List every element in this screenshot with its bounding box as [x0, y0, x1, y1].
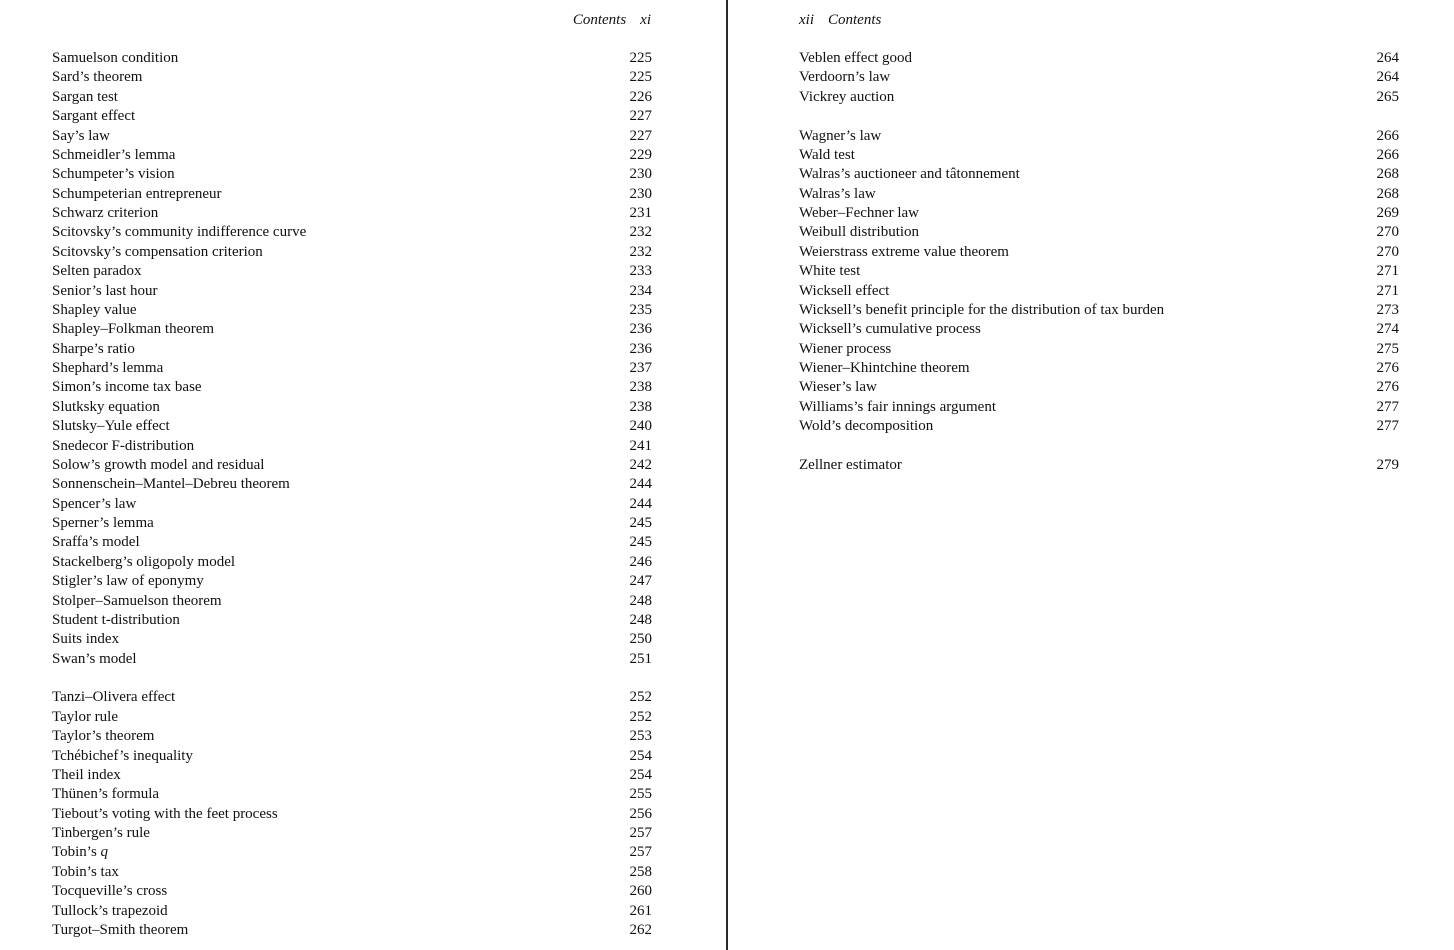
left-toc-list [52, 49, 652, 940]
toc-entry [52, 320, 652, 339]
toc-entry [52, 88, 652, 107]
entry-page-number: 270 [1376, 224, 1399, 241]
entry-title: White test [799, 263, 861, 280]
entry-title: Senior’s last hour [52, 282, 158, 299]
toc-entry [52, 127, 652, 146]
toc-entry [52, 514, 652, 533]
toc-entry [799, 243, 1399, 262]
right-page [728, 0, 1454, 950]
entry-page-number: 276 [1376, 360, 1399, 376]
entry-page-number: 279 [1376, 456, 1399, 473]
entry-page-number: 248 [629, 592, 652, 609]
toc-entry [799, 185, 1399, 204]
toc-entry [799, 165, 1399, 184]
entry-page-number: 244 [629, 495, 652, 512]
toc-entry [799, 68, 1399, 87]
toc-entry [52, 49, 652, 68]
toc-entry [52, 475, 652, 494]
entry-page-number: 232 [629, 243, 652, 260]
entry-title: Veblen effect good [799, 50, 913, 66]
entry-title: Stolper–Samuelson theorem [52, 592, 222, 609]
entry-title: Stackelberg’s oligopoly model [52, 553, 236, 570]
entry-title: Scitovsky’s community indifference curve [52, 224, 307, 241]
entry-page-number: 226 [629, 88, 652, 105]
left-running-head [573, 12, 651, 29]
entry-page-number: 264 [1376, 50, 1399, 66]
toc-entry [52, 301, 652, 320]
toc-entry [52, 630, 652, 649]
entry-title: Tiebout’s voting with the feet process [52, 805, 278, 822]
toc-entry [799, 88, 1399, 107]
toc-entry [52, 921, 652, 940]
entry-page-number: 268 [1376, 185, 1399, 202]
entry-page-number: 255 [629, 786, 652, 803]
entry-page-number: 229 [629, 146, 652, 163]
toc-entry [799, 417, 1399, 436]
toc-entry [52, 572, 652, 591]
toc-entry [52, 165, 652, 184]
toc-entry [52, 708, 652, 727]
toc-entry [52, 824, 652, 843]
entry-page-number: 254 [629, 766, 652, 783]
entry-page-number: 225 [629, 50, 652, 66]
entry-page-number: 271 [1376, 282, 1399, 299]
toc-entry [52, 650, 652, 669]
entry-page-number: 265 [1376, 88, 1399, 105]
toc-entry [52, 262, 652, 281]
entry-title: Sonnenschein–Mantel–Debreu theorem [52, 476, 290, 493]
toc-entry [799, 320, 1399, 339]
toc-entry [52, 68, 652, 87]
entry-page-number: 261 [629, 902, 652, 919]
entry-page-number: 242 [629, 456, 652, 473]
entry-title: Wagner’s law [799, 127, 882, 144]
entry-page-number: 262 [629, 921, 652, 938]
entry-page-number: 230 [629, 166, 652, 183]
entry-title: Wicksell effect [799, 282, 890, 299]
entry-title: Selten paradox [52, 263, 142, 280]
entry-page-number: 257 [629, 825, 652, 841]
entry-page-number: 227 [629, 127, 652, 144]
entry-page-number: 270 [1376, 243, 1399, 260]
entry-title: Wold’s decomposition [799, 418, 934, 435]
toc-entry [799, 223, 1399, 242]
toc-entry [52, 727, 652, 746]
toc-entry [52, 592, 652, 611]
entry-title: Wald test [799, 146, 855, 163]
toc-entry [799, 262, 1399, 281]
left-page [0, 0, 726, 950]
toc-entry [52, 359, 652, 378]
entry-page-number: 275 [1376, 340, 1399, 357]
entry-title: Tanzi–Olivera effect [52, 689, 176, 706]
toc-entry [52, 204, 652, 223]
entry-title-italic: q [100, 844, 109, 861]
toc-entry [52, 902, 652, 921]
entry-page-number: 231 [629, 205, 652, 221]
entry-page-number: 225 [629, 69, 652, 86]
entry-title: Wiener process [799, 340, 892, 357]
entry-page-number: 251 [629, 650, 652, 667]
entry-page-number: 245 [629, 515, 652, 531]
entry-title: Sargant effect [52, 108, 136, 125]
toc-entry [52, 766, 652, 785]
entry-title: Slutsky–Yule effect [52, 418, 170, 435]
entry-page-number: 236 [629, 340, 652, 357]
entry-title: Tocqueville’s cross [52, 883, 168, 900]
entry-page-number: 250 [629, 631, 652, 648]
entry-page-number: 227 [629, 108, 652, 125]
toc-section-gap [799, 437, 1399, 456]
toc-entry [52, 843, 652, 862]
toc-entry [52, 785, 652, 804]
entry-title: Sperner’s lemma [52, 515, 154, 531]
entry-title: Student t-distribution [52, 611, 180, 628]
toc-entry [799, 398, 1399, 417]
entry-title: Scitovsky’s compensation criterion [52, 243, 263, 260]
toc-entry [52, 398, 652, 417]
toc-entry [799, 146, 1399, 165]
toc-entry [52, 223, 652, 242]
entry-page-number: 233 [629, 263, 652, 280]
toc-entry [799, 359, 1399, 378]
entry-page-number: 238 [629, 379, 652, 396]
entry-title: Walras’s law [799, 185, 876, 202]
entry-page-number: 234 [629, 282, 652, 299]
right-toc-list [799, 49, 1399, 475]
toc-entry [52, 863, 652, 882]
toc-entry [52, 282, 652, 301]
entry-title: Shapley value [52, 301, 137, 318]
toc-entry [52, 611, 652, 630]
entry-title: Tobin’s [52, 844, 97, 861]
entry-title: Solow’s growth model and residual [52, 456, 265, 473]
entry-title: Schwarz criterion [52, 205, 159, 221]
entry-title: Taylor’s theorem [52, 728, 155, 745]
entry-title: Thünen’s formula [52, 786, 160, 803]
toc-entry [52, 553, 652, 572]
entry-title: Weibull distribution [799, 224, 920, 241]
entry-page-number: 256 [629, 805, 652, 822]
entry-title: Shapley–Folkman theorem [52, 321, 215, 338]
entry-title: Wiener–Khintchine theorem [799, 360, 970, 376]
entry-page-number: 238 [629, 398, 652, 415]
entry-title: Tullock’s trapezoid [52, 902, 168, 919]
entry-page-number: 246 [629, 553, 652, 570]
toc-entry [52, 107, 652, 126]
entry-title: Weber–Fechner law [799, 205, 919, 221]
toc-entry [52, 185, 652, 204]
toc-entry [52, 495, 652, 514]
entry-title: Williams’s fair innings argument [799, 398, 997, 415]
entry-page-number: 252 [629, 708, 652, 725]
entry-title-group [52, 843, 108, 862]
toc-entry [52, 882, 652, 901]
entry-page-number: 277 [1376, 418, 1399, 435]
entry-title: Schmeidler’s lemma [52, 146, 176, 163]
entry-title: Stigler’s law of eponymy [52, 573, 204, 590]
toc-section-gap [52, 669, 652, 688]
entry-title: Sharpe’s ratio [52, 340, 135, 357]
entry-page-number: 237 [629, 360, 652, 376]
entry-page-number: 260 [629, 883, 652, 900]
entry-page-number: 266 [1376, 127, 1399, 144]
entry-page-number: 240 [629, 418, 652, 435]
left-page-number: xi [640, 12, 651, 28]
toc-entry [799, 301, 1399, 320]
entry-page-number: 274 [1376, 321, 1399, 338]
entry-page-number: 241 [629, 437, 652, 454]
right-page-number: xii [799, 12, 814, 28]
entry-title: Swan’s model [52, 650, 137, 667]
entry-page-number: 230 [629, 185, 652, 202]
toc-entry [52, 805, 652, 824]
toc-entry [799, 340, 1399, 359]
toc-entry [52, 243, 652, 262]
toc-entry [799, 378, 1399, 397]
entry-title: Say’s law [52, 127, 110, 144]
entry-title: Turgot–Smith theorem [52, 921, 189, 938]
entry-title: Schumpeterian entrepreneur [52, 185, 222, 202]
entry-title: Weierstrass extreme value theorem [799, 243, 1009, 260]
toc-entry [52, 747, 652, 766]
entry-page-number: 257 [629, 844, 652, 861]
entry-page-number: 271 [1376, 263, 1399, 280]
entry-title: Samuelson condition [52, 50, 179, 66]
entry-title: Zellner estimator [799, 456, 902, 473]
entry-page-number: 232 [629, 224, 652, 241]
entry-page-number: 248 [629, 611, 652, 628]
toc-entry [799, 282, 1399, 301]
entry-title: Suits index [52, 631, 120, 648]
entry-title: Taylor rule [52, 708, 119, 725]
entry-page-number: 253 [629, 728, 652, 745]
entry-title: Schumpeter’s vision [52, 166, 175, 183]
entry-page-number: 277 [1376, 398, 1399, 415]
toc-entry [52, 417, 652, 436]
entry-title: Sargan test [52, 88, 118, 105]
toc-entry [799, 456, 1399, 475]
entry-title: Verdoorn’s law [799, 69, 891, 86]
entry-title: Wicksell’s cumulative process [799, 321, 981, 338]
entry-title: Walras’s auctioneer and tâtonnement [799, 166, 1020, 183]
entry-title: Vickrey auction [799, 88, 895, 105]
entry-page-number: 245 [629, 534, 652, 551]
entry-title: Sraffa’s model [52, 534, 140, 551]
entry-page-number: 236 [629, 321, 652, 338]
toc-entry [52, 378, 652, 397]
entry-title: Tinbergen’s rule [52, 825, 150, 841]
entry-title: Slutksky equation [52, 398, 160, 415]
entry-page-number: 244 [629, 476, 652, 493]
entry-page-number: 247 [629, 573, 652, 590]
toc-entry [52, 533, 652, 552]
entry-title: Theil index [52, 766, 121, 783]
toc-entry [799, 204, 1399, 223]
entry-page-number: 273 [1376, 301, 1399, 318]
entry-page-number: 254 [629, 747, 652, 764]
entry-title: Simon’s income tax base [52, 379, 202, 396]
entry-page-number: 268 [1376, 166, 1399, 183]
left-header-word: Contents [572, 12, 627, 28]
entry-page-number: 235 [629, 301, 652, 318]
toc-entry [52, 146, 652, 165]
right-running-head [799, 12, 881, 29]
entry-title: Snedecor F-distribution [52, 437, 195, 454]
entry-title: Shephard’s lemma [52, 360, 164, 376]
toc-entry [52, 437, 652, 456]
right-header-word: Contents [828, 12, 882, 28]
toc-entry [52, 456, 652, 475]
entry-title: Spencer’s law [52, 495, 137, 512]
toc-entry [52, 688, 652, 707]
entry-title: Wicksell’s benefit principle for the distribution of tax burden [799, 301, 1165, 318]
entry-title: Sard’s theorem [52, 69, 143, 86]
toc-entry [52, 340, 652, 359]
entry-page-number: 276 [1376, 379, 1399, 396]
entry-page-number: 266 [1376, 146, 1399, 163]
toc-section-gap [799, 107, 1399, 126]
toc-entry [799, 127, 1399, 146]
entry-page-number: 252 [629, 689, 652, 706]
entry-title: Tchébichef’s inequality [52, 747, 193, 764]
entry-title: Tobin’s tax [52, 863, 119, 880]
entry-page-number: 264 [1376, 69, 1399, 86]
entry-page-number: 258 [629, 863, 652, 880]
entry-title: Wieser’s law [799, 379, 877, 396]
toc-entry [799, 49, 1399, 68]
entry-page-number: 269 [1376, 205, 1399, 221]
